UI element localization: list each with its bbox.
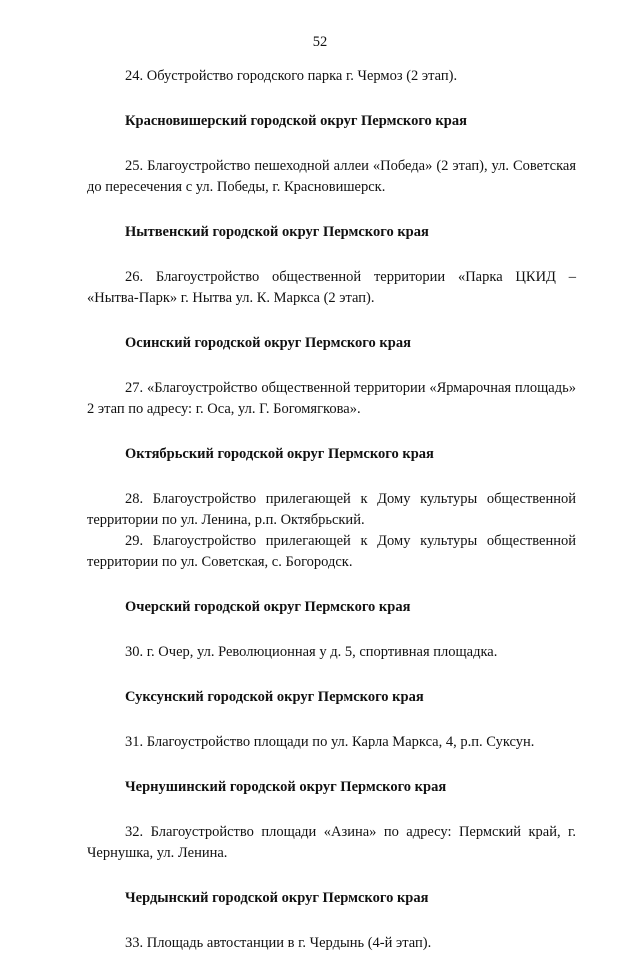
list-item-24: 24. Обустройство городского парка г. Чермоз (2 этап). [125,68,458,84]
list-item-32: 32. Благоустройство площади «Азина» по адресу: Пермский край, г. Чернушка, ул. Ленина. [87,824,576,861]
list-item-33: 33. Площадь автостанции в г. Чердынь (4-й этап). [125,935,432,951]
list-item-28: 28. Благоустройство прилегающей к Дому культуры общественной территории по ул. Ленина, р.п. Октябрьский. [87,491,576,528]
section-heading-suksun: Суксунский городской округ Пермского края [125,689,424,705]
section-heading-oktyabrsky: Октябрьский городской округ Пермского края [125,446,434,462]
section-heading-krasnovishersk: Красновишерский городской округ Пермского края [125,113,467,129]
page-number: 52 [312,34,328,50]
list-item-25: 25. Благоустройство пешеходной аллеи «Победа» (2 этап), ул. Советская до пересечения с ул. Победы, г. Красновишерск. [87,158,576,195]
list-item-26: 26. Благоустройство общественной территории «Парка ЦКИД – «Нытва-Парк» г. Нытва ул. К. Маркса (2 этап). [87,269,576,306]
section-heading-ocher: Очерский городской округ Пермского края [125,599,411,615]
section-heading-chernushka: Чернушинский городской округ Пермского края [125,779,447,795]
list-item-31: 31. Благоустройство площади по ул. Карла Маркса, 4, р.п. Суксун. [125,734,535,750]
list-item-27: 27. «Благоустройство общественной территории «Ярмарочная площадь» 2 этап по адресу: г. Оса, ул. Г. Богомягкова». [87,380,576,417]
section-heading-osa: Осинский городской округ Пермского края [125,335,411,351]
document-body [87,66,576,954]
list-item-30: 30. г. Очер, ул. Революционная у д. 5, спортивная площадка. [125,644,498,660]
section-heading-nytva: Нытвенский городской округ Пермского края [125,224,429,240]
section-heading-cherdyn: Чердынский городской округ Пермского края [125,890,429,906]
list-item-29: 29. Благоустройство прилегающей к Дому культуры общественной территории по ул. Советская, с. Богородск. [87,533,576,570]
